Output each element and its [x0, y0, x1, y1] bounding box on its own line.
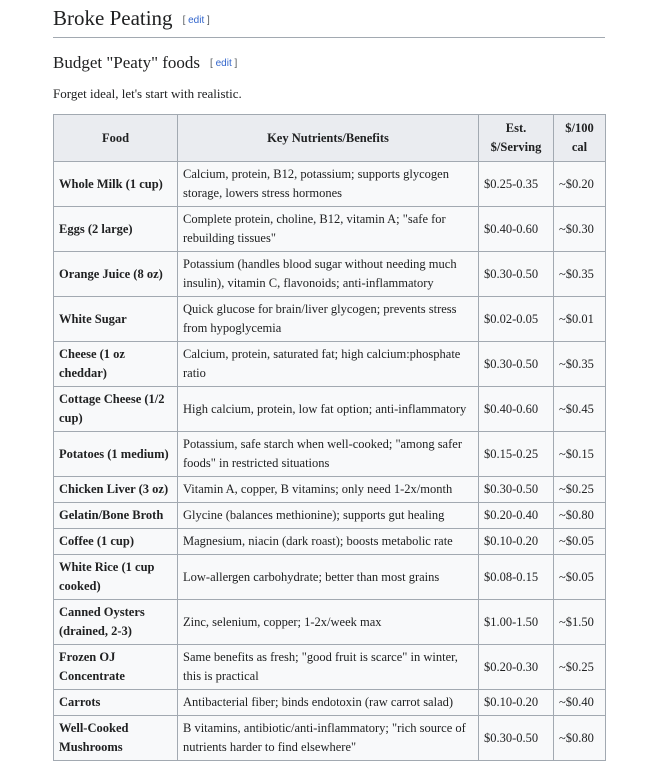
food-cell: Well-Cooked Mushrooms [54, 716, 178, 761]
table-row [54, 252, 606, 297]
per100-cell: ~$0.40 [554, 690, 606, 716]
per100-cell: ~$0.45 [554, 387, 606, 432]
table-row [54, 690, 606, 716]
serving-cell: $0.40-0.60 [479, 387, 554, 432]
per100-cell: ~$0.15 [554, 432, 606, 477]
serving-cell: $0.10-0.20 [479, 690, 554, 716]
header-serving: Est. $/Serving [479, 115, 554, 162]
serving-cell: $1.00-1.50 [479, 600, 554, 645]
per100-cell: ~$0.01 [554, 297, 606, 342]
food-cell: Whole Milk (1 cup) [54, 162, 178, 207]
per100-cell: ~$0.05 [554, 555, 606, 600]
header-food: Food [54, 115, 178, 162]
food-cell: Chicken Liver (3 oz) [54, 477, 178, 503]
nutrients-cell: Complete protein, choline, B12, vitamin A; "safe for rebuilding tissues" [178, 207, 479, 252]
serving-cell: $0.30-0.50 [479, 716, 554, 761]
food-cell: Eggs (2 large) [54, 207, 178, 252]
table-row [54, 342, 606, 387]
table-row [54, 529, 606, 555]
food-cell: Coffee (1 cup) [54, 529, 178, 555]
header-per100: $/100 cal [554, 115, 606, 162]
serving-cell: $0.02-0.05 [479, 297, 554, 342]
subsection-edit-link-wrapper: [ edit ] [210, 58, 238, 69]
food-cell: Carrots [54, 690, 178, 716]
food-cell: White Sugar [54, 297, 178, 342]
per100-cell: ~$0.80 [554, 716, 606, 761]
table-row [54, 432, 606, 477]
per100-cell: ~$0.25 [554, 477, 606, 503]
nutrients-cell: Glycine (balances methionine); supports gut healing [178, 503, 479, 529]
table-row [54, 645, 606, 690]
table-row [54, 716, 606, 761]
foods-table [53, 114, 606, 761]
nutrients-cell: Quick glucose for brain/liver glycogen; prevents stress from hypoglycemia [178, 297, 479, 342]
food-cell: Potatoes (1 medium) [54, 432, 178, 477]
nutrients-cell: Antibacterial fiber; binds endotoxin (raw carrot salad) [178, 690, 479, 716]
nutrients-cell: Potassium, safe starch when well-cooked; "among safer foods" in restricted situations [178, 432, 479, 477]
serving-cell: $0.30-0.50 [479, 477, 554, 503]
per100-cell: ~$0.25 [554, 645, 606, 690]
serving-cell: $0.20-0.40 [479, 503, 554, 529]
food-cell: Cheese (1 oz cheddar) [54, 342, 178, 387]
food-cell: Cottage Cheese (1/2 cup) [54, 387, 178, 432]
per100-cell: ~$0.80 [554, 503, 606, 529]
per100-cell: ~$0.30 [554, 207, 606, 252]
table-header-row [54, 115, 606, 162]
serving-cell: $0.30-0.50 [479, 252, 554, 297]
table-row [54, 387, 606, 432]
serving-cell: $0.10-0.20 [479, 529, 554, 555]
table-row [54, 555, 606, 600]
nutrients-cell: Low-allergen carbohydrate; better than most grains [178, 555, 479, 600]
serving-cell: $0.08-0.15 [479, 555, 554, 600]
table-row [54, 503, 606, 529]
nutrients-cell: Vitamin A, copper, B vitamins; only need 1-2x/month [178, 477, 479, 503]
table-row [54, 600, 606, 645]
table-row [54, 477, 606, 503]
subsection-edit-link[interactable]: edit [215, 58, 232, 69]
nutrients-cell: Zinc, selenium, copper; 1-2x/week max [178, 600, 479, 645]
section-edit-link[interactable]: edit [188, 15, 205, 26]
food-cell: Gelatin/Bone Broth [54, 503, 178, 529]
header-nutrients: Key Nutrients/Benefits [178, 115, 479, 162]
serving-cell: $0.30-0.50 [479, 342, 554, 387]
article-content [53, 6, 605, 761]
serving-cell: $0.20-0.30 [479, 645, 554, 690]
per100-cell: ~$0.05 [554, 529, 606, 555]
intro-paragraph: Forget ideal, let's start with realistic. [53, 86, 242, 101]
serving-cell: $0.40-0.60 [479, 207, 554, 252]
table-row [54, 162, 606, 207]
section-heading [53, 6, 605, 38]
nutrients-cell: High calcium, protein, low fat option; anti-inflammatory [178, 387, 479, 432]
table-row [54, 207, 606, 252]
nutrients-cell: Calcium, protein, B12, potassium; supports glycogen storage, lowers stress hormones [178, 162, 479, 207]
table-row [54, 297, 606, 342]
food-cell: White Rice (1 cup cooked) [54, 555, 178, 600]
subsection-heading [53, 52, 605, 75]
serving-cell: $0.25-0.35 [479, 162, 554, 207]
per100-cell: ~$0.35 [554, 252, 606, 297]
subsection-title: Budget "Peaty" foods [53, 53, 201, 72]
food-cell: Canned Oysters (drained, 2-3) [54, 600, 178, 645]
nutrients-cell: Same benefits as fresh; "good fruit is scarce" in winter, this is practical [178, 645, 479, 690]
serving-cell: $0.15-0.25 [479, 432, 554, 477]
section-edit-link-wrapper: [ edit ] [182, 15, 210, 26]
food-cell: Frozen OJ Concentrate [54, 645, 178, 690]
per100-cell: ~$0.20 [554, 162, 606, 207]
nutrients-cell: Potassium (handles blood sugar without needing much insulin), vitamin C, flavonoids; anti-inflammatory [178, 252, 479, 297]
per100-cell: ~$0.35 [554, 342, 606, 387]
section-title: Broke Peating [53, 6, 173, 30]
nutrients-cell: B vitamins, antibiotic/anti-inflammatory; "rich source of nutrients harder to find elsewhere" [178, 716, 479, 761]
food-cell: Orange Juice (8 oz) [54, 252, 178, 297]
per100-cell: ~$1.50 [554, 600, 606, 645]
nutrients-cell: Calcium, protein, saturated fat; high calcium:phosphate ratio [178, 342, 479, 387]
nutrients-cell: Magnesium, niacin (dark roast); boosts metabolic rate [178, 529, 479, 555]
